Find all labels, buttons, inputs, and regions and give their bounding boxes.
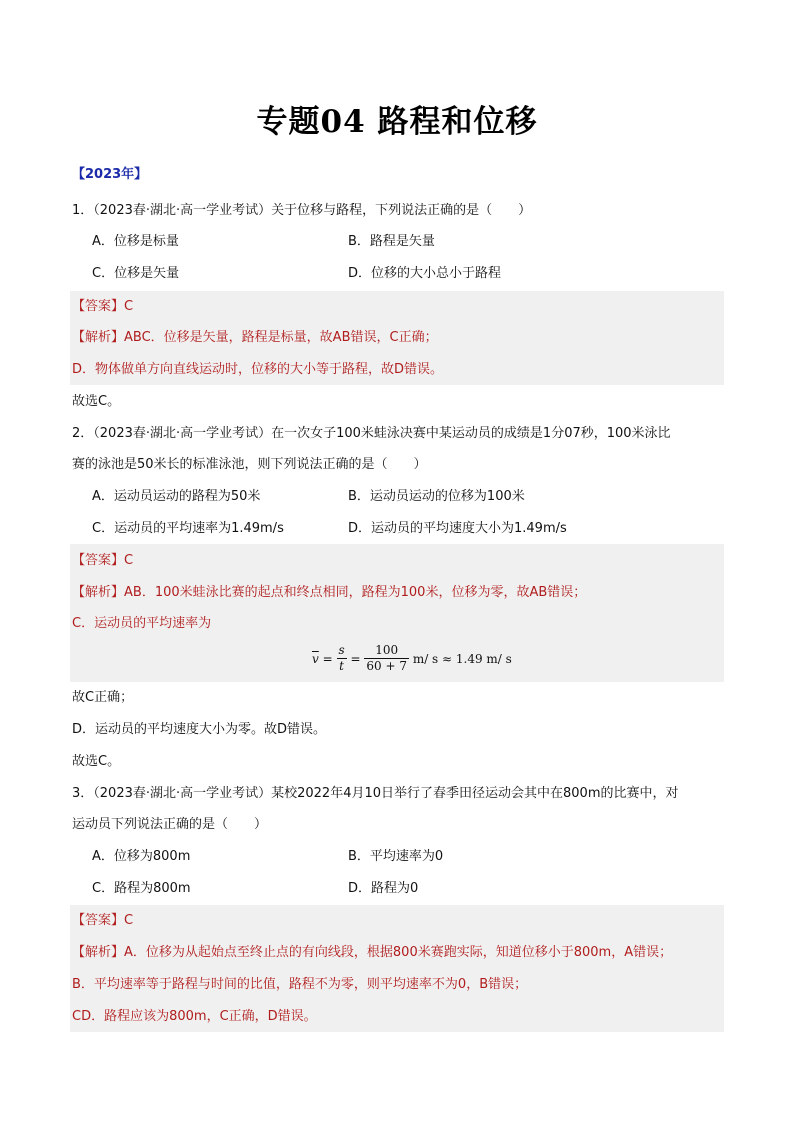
q2-conclusion: 故选C。 — [72, 754, 121, 769]
formula-equals-2: = — [350, 651, 361, 666]
formula-frac1-den: t — [339, 659, 344, 673]
q3-stem-2: 运动员下列说法正确的是（ ） — [72, 817, 268, 832]
formula-fraction-st — [337, 643, 347, 674]
q1-conclusion: 故选C。 — [72, 394, 121, 409]
q1-analysis-1 — [72, 328, 438, 348]
q3-option-d: D．路程为0 — [348, 881, 419, 896]
q1-option-c: C．位移是矢量 — [92, 266, 180, 281]
q2-stem-1: 2．（2023春·湖北·高一学业考试）在一次女子100米蛙泳决赛中某运动员的成绩是1分07秒，100米泳比 — [72, 426, 671, 441]
q2-stem-2: 赛的泳池是50米长的标准泳池，则下列说法正确的是（ ） — [72, 457, 427, 472]
formula-rhs: m/ s ≈ 1.49 m/ s — [412, 651, 512, 666]
q1-stem: 1．（2023春·湖北·高一学业考试）关于位移与路程，下列说法正确的是（ ） — [72, 203, 532, 218]
q3-answer-label: 【答案】 — [72, 913, 125, 928]
q3-answer-line — [72, 911, 133, 931]
formula-frac2-num: 100 — [364, 643, 409, 659]
q3-stem-1: 3．（2023春·湖北·高一学业考试）某校2022年4月10日举行了春季田径运动会其中在800m的比赛中，对 — [72, 786, 679, 801]
formula-frac1-num: s — [338, 643, 345, 657]
q2-analysis-text-1: AB．100米蛙泳比赛的起点和终点相同，路程为100米，位移为零，故AB错误； — [124, 585, 587, 600]
q3-analysis-label: 【解析】 — [72, 945, 125, 960]
q3-answer: C — [124, 913, 134, 928]
q3-analysis-1 — [72, 943, 672, 963]
q3-option-c: C．路程为800m — [92, 881, 191, 896]
q3-option-a: A．位移为800m — [92, 849, 191, 864]
q1-option-a: A．位移是标量 — [92, 234, 179, 249]
q1-analysis-label: 【解析】 — [72, 330, 125, 345]
q1-option-b: B．路程是矢量 — [348, 234, 435, 249]
formula-fraction-values — [364, 643, 409, 674]
q3-analysis-text-1: A．位移为从起始点至终止点的有向线段，根据800米赛跑实际，知道位移小于800m，A错误； — [124, 945, 673, 960]
year-heading: 【2023年】 — [72, 167, 148, 182]
q2-option-a: A．运动员运动的路程为50米 — [92, 489, 261, 504]
q2-option-c: C．运动员的平均速率为1.49m/s — [92, 521, 284, 536]
q2-analysis-4: D．运动员的平均速度大小为零。故D错误。 — [72, 722, 327, 737]
formula-frac2-den: 60 + 7 — [366, 659, 407, 673]
q2-answer-line — [72, 551, 133, 571]
q2-analysis-1 — [72, 583, 586, 603]
q1-answer-label: 【答案】 — [72, 299, 125, 314]
q3-option-b: B．平均速率为0 — [348, 849, 444, 864]
q2-option-b: B．运动员运动的位移为100米 — [348, 489, 525, 504]
q1-answer: C — [124, 299, 134, 314]
average-speed-formula — [312, 643, 512, 674]
q2-analysis-label: 【解析】 — [72, 585, 125, 600]
q2-analysis-3: 故C正确； — [72, 690, 134, 705]
q1-answer-line — [72, 297, 133, 317]
q2-option-d: D．运动员的平均速度大小为1.49m/s — [348, 521, 567, 536]
q1-option-d: D．位移的大小总小于路程 — [348, 266, 502, 281]
page-title: 专题04 路程和位移 — [256, 104, 538, 140]
q1-analysis-text-1: ABC．位移是矢量，路程是标量，故AB错误，C正确； — [124, 330, 438, 345]
q3-analysis-3: CD．路程应该为800m，C正确，D错误。 — [72, 1009, 317, 1024]
formula-equals: = — [322, 651, 333, 666]
q1-analysis-2: D．物体做单方向直线运动时，位移的大小等于路程，故D错误。 — [72, 362, 444, 377]
q2-answer-label: 【答案】 — [72, 553, 125, 568]
q2-answer: C — [124, 553, 134, 568]
formula-lhs: $\overline{v}$ — [312, 651, 319, 666]
q2-analysis-2: C．运动员的平均速率为 — [72, 616, 212, 631]
q3-analysis-2: B．平均速率等于路程与时间的比值，路程不为零，则平均速率不为0，B错误； — [72, 977, 528, 992]
